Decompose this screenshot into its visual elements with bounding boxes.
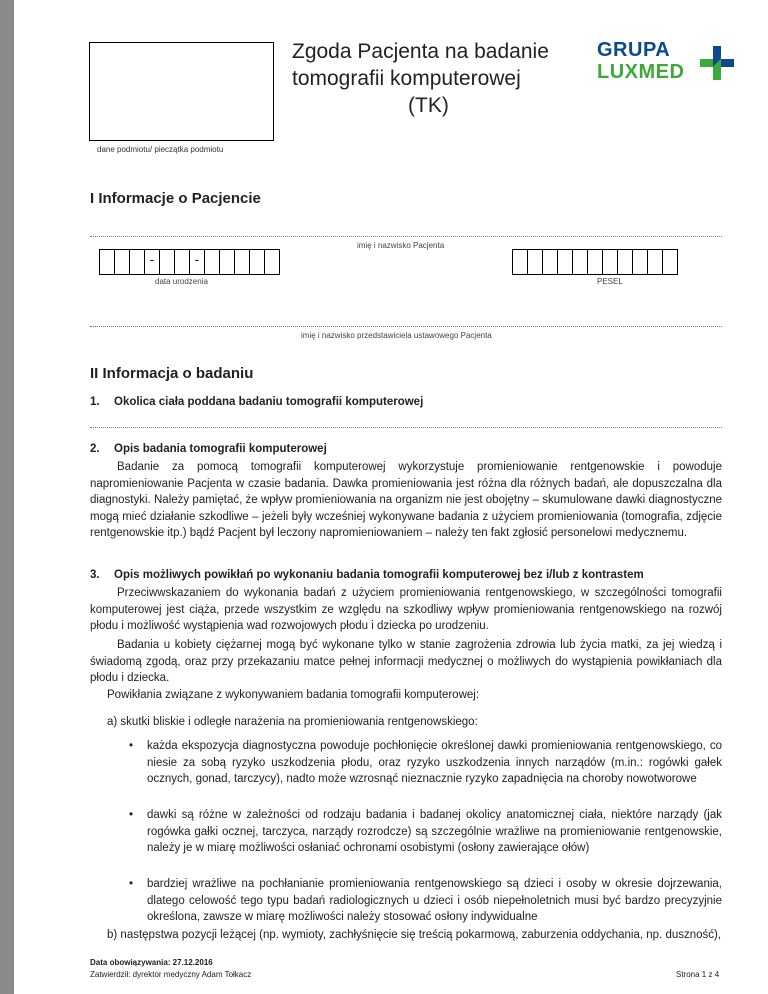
representative-line[interactable] — [90, 326, 722, 327]
title-line-2: tomografii komputerowej — [292, 67, 521, 90]
footer-approved: Zatwierdził: dyrektor medyczny Adam Tołkacz — [90, 970, 252, 979]
dob-separator-2: - — [190, 250, 205, 274]
page-title — [292, 38, 592, 119]
body-area-line[interactable] — [90, 427, 722, 428]
dob-boxes[interactable] — [99, 249, 280, 275]
complications-lead: Powikłania związane z wykonywaniem badania tomografii komputerowej: — [107, 689, 480, 701]
bullet-dot-icon: • — [129, 878, 134, 890]
item2-title: 2. Opis badania tomografii komputerowej — [90, 443, 327, 455]
dob-separator-1: - — [145, 250, 160, 274]
sub-item-a: a) skutki bliskie i odległe narażenia na promieniowania rentgenowskiego: — [107, 716, 478, 728]
pesel-boxes[interactable] — [512, 249, 678, 275]
dob-caption: data urodzenia — [155, 277, 208, 286]
bullet-item: • bardziej wrażliwe na pochłanianie promieniowania rentgenowskiego są dzieci i osoby w okresie dojrzewania, dlatego celowość tego typu badań radiologicznych u dzieci i osób niepełnoletnich musi być bardzo precyzyjnie określona, zawsze w miarę możliwości należy stosować osłony indywidualne — [129, 878, 722, 923]
footer-validity: Data obowiązywania: 27.12.2016 — [90, 958, 213, 967]
title-line-1: Zgoda Pacjenta na badanie — [292, 40, 549, 63]
patient-name-line[interactable] — [90, 236, 722, 237]
sub-item-b: b) następstwa pozycji leżącej (np. wymioty, zachłyśnięcie się treścią pokarmową, zaburzenia oddychania, np. duszność), — [107, 929, 722, 941]
stamp-caption: dane podmiotu/ pieczątka podmiotu — [97, 145, 224, 154]
item3-paragraph-2: Badania u kobiety ciężarnej mogą być wykonane tylko w stanie zagrożenia zdrowia lub życia matki, za jej wiedzą i świadomą zgodą, oraz przy przekazaniu matce pełnej informacji medycznej o możliwych do wystąpienia powikłaniach dla płodu i dziecka. — [90, 639, 722, 684]
patient-name-caption: imię i nazwisko Pacjenta — [357, 241, 445, 250]
bullet-item: • dawki są różne w zależności od rodzaju badania i badanej okolicy anatomicznej ciała, niektóre narządy (jak rogówka gałki ocznej, tarczyca, narządy rozrodcze) są szczególnie wrażliwe na promieniowanie rentgenowskie, należy je w miarę możliwości osłaniać ochronami osobistymi (osłony zawierające ołów) — [129, 809, 722, 854]
item1-title: 1. Okolica ciała poddana badaniu tomografii komputerowej — [90, 396, 424, 408]
bullet-dot-icon: • — [129, 740, 134, 752]
plus-cross-icon — [700, 46, 734, 80]
bullet-item: • każda ekspozycja diagnostyczna powoduje pochłonięcie określonej dawki promieniowania rentgenowskiego, co niesie za sobą ryzyko uszkodzenia płodu, oraz ryzyko uszkodzenia innych narządów (m.in.: rogówki gałek ocznych, gonad, tarczycy), nadto może wzrosnąć nieznacznie ryzyko zapadnięcia na choroby nowotworowe — [129, 740, 722, 785]
pesel-caption: PESEL — [597, 277, 623, 286]
logo-text-grupa: GRUPA — [597, 39, 671, 61]
section1-heading: I Informacje o Pacjencie — [90, 190, 261, 207]
representative-caption: imię i nazwisko przedstawiciela ustawowego Pacjenta — [301, 331, 492, 340]
stamp-box — [89, 42, 274, 141]
page-gutter — [0, 0, 14, 994]
item3-title: 3. Opis możliwych powikłań po wykonaniu badania tomografii komputerowej bez i/lub z kontrastem — [90, 569, 644, 581]
item3-paragraph-1: Przeciwwskazaniem do wykonania badań z użyciem promieniowania rentgenowskiego, w szczególności tomografii komputerowej jest ciąża, przede wszystkim ze względu na szkodliwy wpływ promieniowania rentgenowskiego na rozwój płodu i możliwość wystąpienia wad rozwojowych płodu i dziecka po urodzeniu. — [90, 587, 722, 632]
luxmed-logo — [597, 40, 737, 86]
title-line-3: (TK) — [408, 94, 449, 117]
item2-paragraph: Badanie za pomocą tomografii komputerowej wykorzystuje promieniowanie rentgenowskie i powoduje napromieniowanie Pacjenta w czasie badania. Dawka promieniowania jest różna dla różnych badań, ale dopuszczalna dla diagnostyki. Należy pamiętać, że wpływ promieniowania na organizm nie jest obojętny – skumulowane dawki diagnostyczne mogą mieć działanie szkodliwe – jeżeli były wcześniej wykonywane badania z użyciem promieniowania (tomografia, zdjęcie rentgenowskie itp.) bądź Pacjent był leczony napromieniowaniem – należy ten fakt zgłosić personelowi medycznemu. — [90, 461, 722, 539]
section2-heading: II Informacja o badaniu — [90, 365, 254, 382]
footer-page-number: Strona 1 z 4 — [676, 970, 720, 979]
logo-text-luxmed: LUXMED — [597, 61, 685, 83]
bullet-dot-icon: • — [129, 809, 134, 821]
